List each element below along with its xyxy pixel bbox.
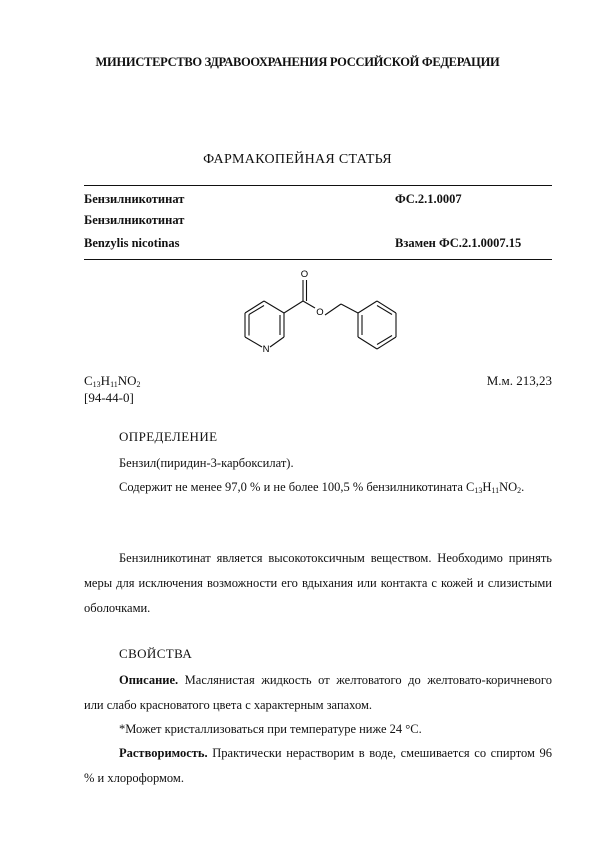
molecular-weight: М.м. 213,23 bbox=[486, 373, 552, 388]
content-formula: $C_{13}H_{11}NO_2$ bbox=[466, 480, 522, 495]
molecular-formula: $C_{13}H_{11}NO_2$ bbox=[84, 373, 141, 389]
properties-heading: СВОЙСТВА bbox=[119, 646, 193, 661]
description-paragraph: Описание. Маслянистая жидкость от желтоватого до желтовато-коричневого или слабо красноватого цвета с характерным запахом. bbox=[84, 673, 552, 712]
pyridine-nitrogen-label: N bbox=[262, 344, 270, 355]
crystallization-note: *Может кристаллизоваться при температуре ниже 24 °C. bbox=[119, 722, 422, 736]
structural-formula bbox=[0, 0, 595, 380]
document-type-title: ФАРМАКОПЕЙНАЯ СТАТЬЯ bbox=[203, 152, 392, 167]
monograph-code: ФС.2.1.0007 bbox=[395, 192, 462, 206]
toxicity-warning: Бензилникотинат является высокотоксичным веществом. Необходимо принять меры для исключения возможности его вдыхания или контакта с кожей и слизистыми оболочками. bbox=[84, 551, 552, 615]
definition-heading: ОПРЕДЕЛЕНИЕ bbox=[119, 429, 218, 444]
chemical-name: Бензил(пиридин-3-карбоксилат). bbox=[119, 456, 294, 470]
ministry-header: МИНИСТЕРСТВО ЗДРАВООХРАНЕНИЯ РОССИЙСКОЙ ФЕДЕРАЦИИ bbox=[95, 55, 500, 69]
ester-oxygen-label: O bbox=[316, 307, 324, 318]
content-paragraph: Содержит не менее 97,0 % и не более 100,5 % бензилникотината $C_{13}H_{11}NO_2$. bbox=[119, 480, 525, 495]
name-ru-1: Бензилникотинат bbox=[84, 192, 185, 206]
replaces-code: Взамен ФС.2.1.0007.15 bbox=[395, 236, 522, 250]
name-ru-2: Бензилникотинат bbox=[84, 213, 185, 227]
solubility-paragraph: Растворимость. Практически нерастворим в воде, смешивается со спиртом 96 % и хлороформом. bbox=[84, 746, 553, 785]
cas-number: [94-44-0] bbox=[84, 390, 134, 405]
name-latin: Benzylis nicotinas bbox=[84, 236, 180, 250]
carbonyl-oxygen-label: O bbox=[300, 269, 309, 280]
